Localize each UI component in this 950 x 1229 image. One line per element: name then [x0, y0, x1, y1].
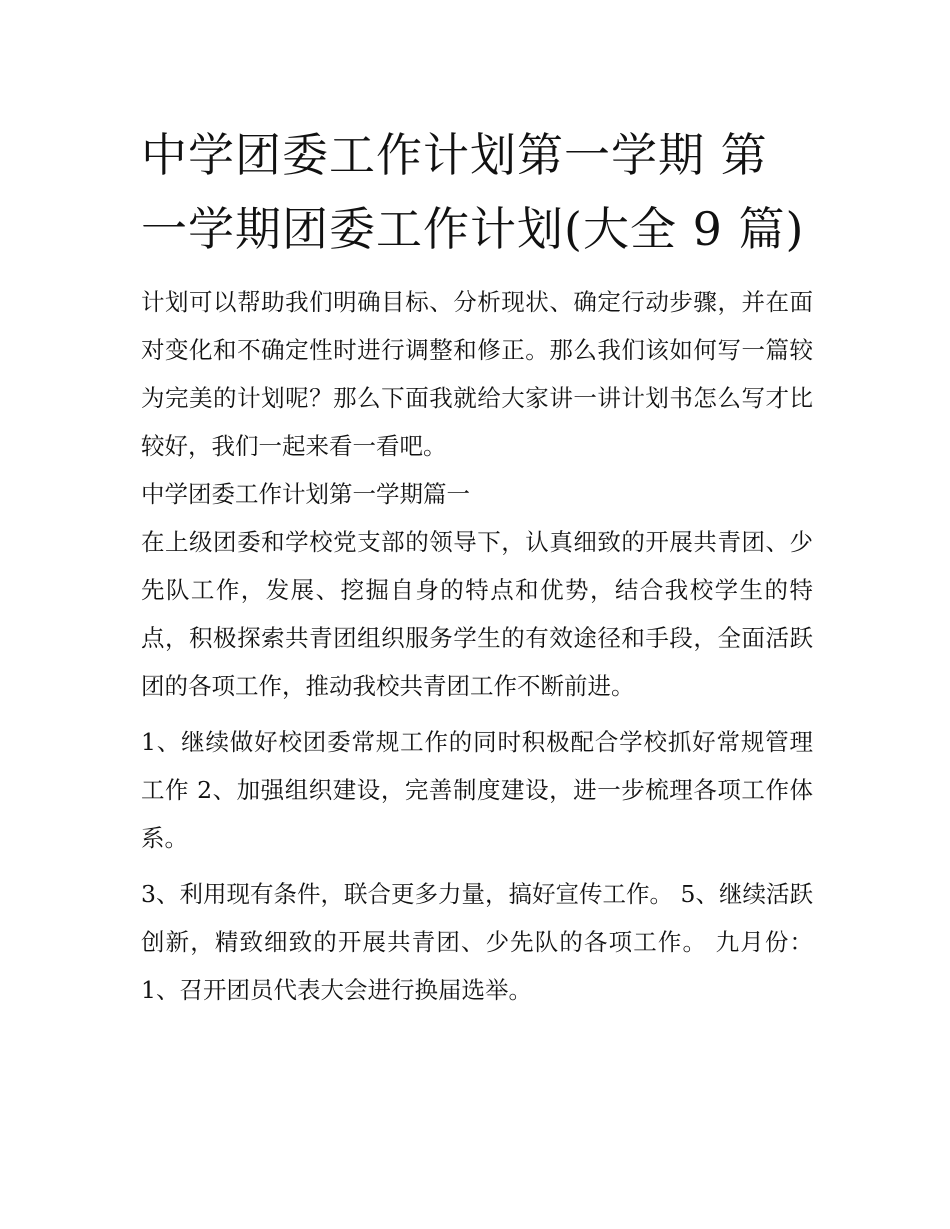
intro-paragraph: 计划可以帮助我们明确目标、分析现状、确定行动步骤，并在面对变化和不确定性时进行调整和修正。那么我们该如何写一篇较为完美的计划呢？那么下面我就给大家讲一讲计划书怎么写才比较好，我们一起来看一看吧。 — [141, 288, 813, 460]
section-heading: 中学团委工作计划第一学期篇一 — [141, 480, 470, 508]
body-paragraph: 3、利用现有条件，联合更多力量，搞好宣传工作。 5、继续活跃创新，精致细致的开展共青团、少先队的各项工作。 九月份： 1、召开团员代表大会进行换届选举。 — [141, 880, 813, 1004]
body-paragraph: 1、继续做好校团委常规工作的同时积极配合学校抓好常规管理工作 2、加强组织建设，完善制度建设，进一步梳理各项工作体系。 — [141, 728, 813, 852]
body-paragraph: 在上级团委和学校党支部的领导下，认真细致的开展共青团、少先队工作，发展、挖掘自身的特点和优势，结合我校学生的特点，积极探索共青团组织服务学生的有效途径和手段，全面活跃团的各项工作，推动我校共青团工作不断前进。 — [141, 528, 813, 700]
document-page — [141, 118, 813, 1014]
document-title: 中学团委工作计划第一学期 第一学期团委工作计划(大全 9 篇) — [141, 128, 805, 256]
